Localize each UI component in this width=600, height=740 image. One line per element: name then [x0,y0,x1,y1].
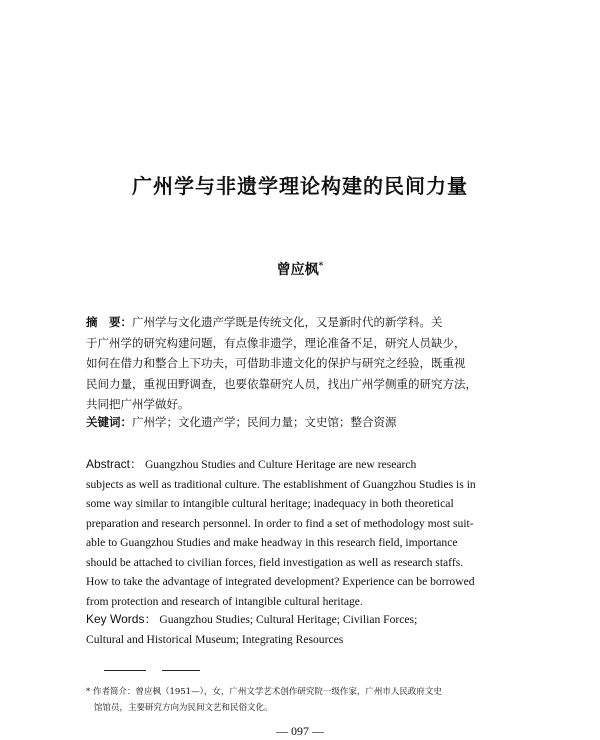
abstract-zh [86,312,536,415]
abstract-en-label: Abstract： [86,457,143,471]
author-footnote-mark: * [318,261,324,272]
author-footnote [86,684,556,716]
keywords-en-line: Cultural and Historical Museum; Integrating Resources [86,632,344,646]
page-number: — 097 — [276,724,324,738]
author-name: 曾应枫 [276,262,319,278]
abstract-en-line [86,455,544,475]
abstract-zh-line: 民间力量，重视田野调查，也要依靠研究人员，找出广州学侧重的研究方法， [86,376,477,391]
abstract-en-text: Guangzhou Studies and Culture Heritage are new research [144,458,417,471]
keywords-en [86,610,544,649]
abstract-en [86,455,544,611]
footnote-rule [104,670,146,671]
abstract-zh-text: 广州学与文化遗产学既是传统文化，又是新时代的新学科。关 [132,315,443,329]
abstract-zh-line: 共同把广州学做好。 [86,397,190,411]
keywords-zh-text: 广州学；文化遗产学；民间力量；文史馆；整合资源 [132,415,397,429]
abstract-en-line: able to Guangzhou Studies and make headway in this research field, importance [86,536,458,549]
abstract-zh-line [86,312,536,333]
author-line [0,259,600,279]
paper-title: 广州学与非遗学理论构建的民间力量 [132,174,468,198]
abstract-en-line: subjects as well as traditional culture. The establishment of Guangzhou Studies is in [86,477,476,491]
abstract-zh-label: 摘 要： [86,315,132,329]
keywords-en-text: Guangzhou Studies; Cultural Heritage; Civilian Forces; [159,613,418,626]
abstract-zh-line: 如何在借力和整合上下功夫，可借助非遗文化的保护与研究之经验，既重视 [86,356,466,370]
abstract-en-line: How to take the advantage of integrated development? Experience can be borrowed [86,575,475,588]
abstract-en-line: should be attached to civilian forces, field investigation as well as research staffs. [86,555,464,569]
abstract-en-line: from protection and research of intangible cultural heritage. [86,594,363,608]
keywords-zh [86,412,536,432]
abstract-zh-line: 于广州学的研究构建问题，有点像非遗学，理论准备不足，研究人员缺少， [86,335,466,350]
keywords-en-label: Key Words： [86,612,157,626]
keywords-en-line [86,610,544,630]
footnote-line: * 作者简介：曾应枫（1951—），女，广州文学艺术创作研究院一级作家，广州市人民政府文史 [86,687,442,697]
footnote-line: 馆馆员，主要研究方向为民间文艺和民俗文化。 [94,703,273,713]
abstract-en-line: some way similar to intangible cultural heritage; inadequacy in both theoretical [86,497,454,510]
abstract-en-line: preparation and research personnel. In order to find a set of methodology most suit- [86,516,474,530]
keywords-zh-label: 关键词： [86,415,132,429]
footnote-rule [162,670,200,671]
